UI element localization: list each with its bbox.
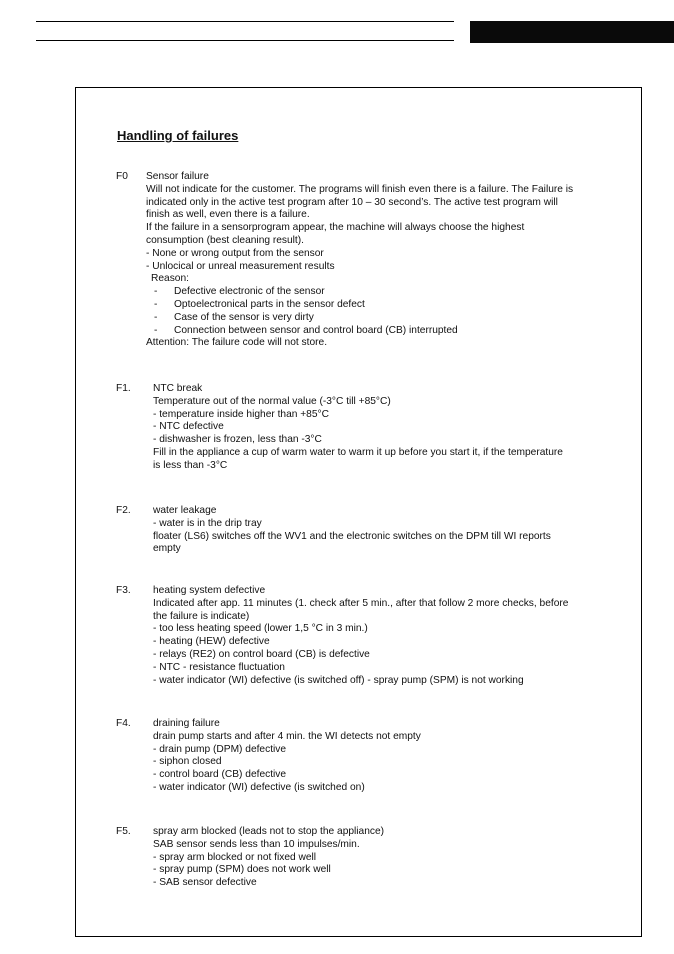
- failure-code: F1.: [116, 383, 131, 394]
- failure-code: F2.: [116, 505, 131, 516]
- section-line: - Unlocical or unreal measurement results: [146, 260, 335, 272]
- section-line: Indicated after app. 11 minutes (1. check after 5 min., after that follow 2 more checks, before: [153, 597, 569, 609]
- section-f2: [116, 505, 614, 556]
- section-f0: [116, 171, 614, 350]
- section-line: - control board (CB) defective: [153, 769, 287, 781]
- failure-code: F4.: [116, 718, 131, 729]
- section-line: - water indicator (WI) defective (is switched on): [153, 781, 365, 793]
- header-rule-bottom: [36, 40, 454, 41]
- reason-item: - Case of the sensor is very dirty: [154, 311, 314, 323]
- reason-item: - Connection between sensor and control board (CB) interrupted: [154, 324, 458, 336]
- section-f4: [116, 718, 614, 795]
- section-line: Fill in the appliance a cup of warm water to warm it up before you start it, if the temperature: [153, 446, 563, 458]
- section-line: - NTC defective: [153, 421, 224, 433]
- header-rule-top: [36, 21, 454, 22]
- attention-note: Attention: The failure code will not store.: [146, 337, 328, 349]
- section-line: water leakage: [153, 505, 217, 516]
- failure-code: F5.: [116, 826, 131, 837]
- section-line: heating system defective: [153, 585, 266, 596]
- section-line: - water is in the drip tray: [153, 517, 262, 529]
- section-line: Sensor failure: [146, 171, 209, 182]
- section-line: is less than -3°C: [153, 459, 228, 471]
- reason-label: Reason:: [151, 273, 189, 285]
- failure-code: F0: [116, 171, 128, 182]
- section-line: If the failure in a sensorprogram appear, the machine will always choose the highest: [146, 222, 525, 234]
- section-line: - heating (HEW) defective: [153, 636, 270, 648]
- failure-code: F3.: [116, 585, 131, 596]
- section-line: - NTC - resistance fluctuation: [153, 661, 285, 673]
- section-line: NTC break: [153, 383, 203, 394]
- section-f5: [116, 826, 614, 890]
- section-line: Temperature out of the normal value (-3°C till +85°C): [153, 395, 391, 407]
- section-line: - too less heating speed (lower 1,5 °C in 3 min.): [153, 623, 368, 635]
- section-line: draining failure: [153, 718, 220, 729]
- section-line: - relays (RE2) on control board (CB) is defective: [153, 648, 370, 660]
- reason-item: - Optoelectronical parts in the sensor defect: [154, 298, 365, 310]
- section-line: - dishwasher is frozen, less than -3°C: [153, 434, 322, 446]
- reason-item: - Defective electronic of the sensor: [154, 286, 325, 298]
- section-line: the failure is indicate): [153, 610, 250, 622]
- section-line: floater (LS6) switches off the WV1 and the electronic switches on the DPM till WI reports: [153, 530, 551, 542]
- section-line: - siphon closed: [153, 756, 222, 768]
- section-line: - SAB sensor defective: [153, 877, 257, 889]
- page-heading: Handling of failures: [117, 128, 239, 143]
- section-line: - spray arm blocked or not fixed well: [153, 851, 317, 863]
- section-line: empty: [153, 543, 181, 555]
- section-line: SAB sensor sends less than 10 impulses/min.: [153, 838, 360, 850]
- section-line: - water indicator (WI) defective (is switched off) - spray pump (SPM) is not working: [153, 674, 524, 686]
- section-line: consumption (best cleaning result).: [146, 234, 304, 246]
- section-line: Will not indicate for the customer. The programs will finish even there is a failure. The Failure is: [146, 183, 574, 195]
- section-line: drain pump starts and after 4 min. the WI detects not empty: [153, 730, 421, 742]
- section-line: indicated only in the active test program after 10 – 30 second’s. The active test program will: [146, 196, 558, 208]
- section-line: - spray pump (SPM) does not work well: [153, 864, 331, 876]
- section-f3: [116, 585, 614, 687]
- section-f1: [116, 383, 614, 473]
- section-line: - None or wrong output from the sensor: [146, 247, 324, 259]
- section-line: finish as well, even there is a failure.: [146, 209, 310, 221]
- header-black-tab: [470, 21, 674, 43]
- section-line: - temperature inside higher than +85°C: [153, 408, 329, 420]
- section-line: - drain pump (DPM) defective: [153, 743, 287, 755]
- section-line: spray arm blocked (leads not to stop the appliance): [153, 826, 385, 837]
